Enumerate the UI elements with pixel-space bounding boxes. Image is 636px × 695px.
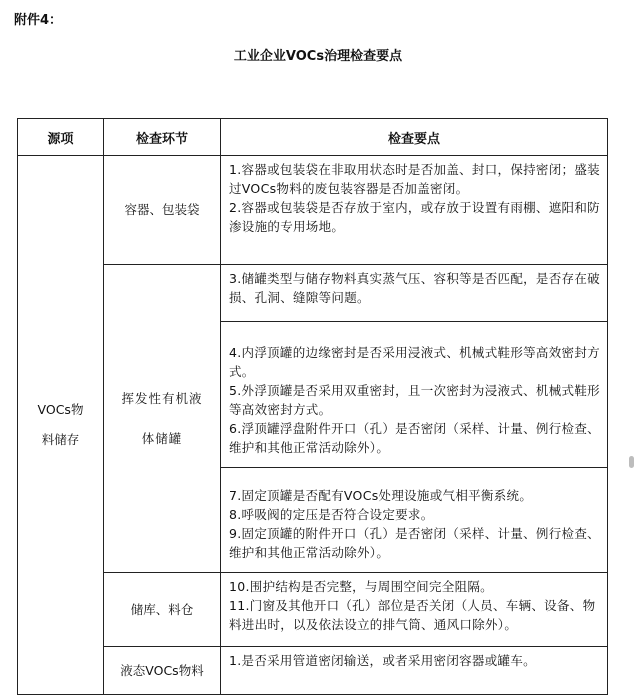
point-item: 10.围护结构是否完整，与周围空间完全阻隔。 [229, 579, 493, 594]
attachment-label: 附件4： [14, 13, 63, 28]
point-item: 8.呼吸阀的定压是否符合设定要求。 [229, 507, 434, 522]
points-cell [221, 156, 608, 265]
table-row [18, 156, 608, 265]
document-title: 工业企业VOCs治理检查要点 [233, 49, 403, 64]
table-header-row [18, 119, 608, 156]
table-row [18, 647, 608, 695]
inspection-table [17, 118, 608, 695]
point-item: 9.固定顶罐的附件开口（孔）是否密闭（采样、计量、例行检查、维护和其他正常活动除外）。 [229, 526, 600, 560]
points-cell [221, 265, 608, 322]
link-liquid-materials: 液态VOCs物料 [104, 647, 221, 695]
source-cell [18, 156, 104, 695]
points-cell [221, 322, 608, 468]
table-row [18, 573, 608, 647]
point-item: 5.外浮顶罐是否采用双重密封，且一次密封为浸液式、机械式鞋形等高效密封方式。 [229, 382, 600, 417]
link-liquid-tanks [104, 265, 221, 573]
points-cell [221, 468, 608, 573]
point-item: 11.门窗及其他开口（孔）部位是否关闭（人员、车辆、设备、物料进出时，以及依法设立的排气筒、通风口除外）。 [229, 598, 596, 632]
point-item: 3.储罐类型与储存物料真实蒸气压、容积等是否匹配，是否存在破损、孔洞、缝隙等问题。 [229, 271, 600, 305]
points-cell [221, 573, 608, 647]
point-item: 7.固定顶罐是否配有VOCs处理设施或气相平衡系统。 [229, 488, 533, 503]
source-label: VOCs物料储存 [37, 402, 84, 447]
header-points: 检查要点 [221, 119, 608, 156]
points-cell [221, 647, 608, 695]
header-link: 检查环节 [104, 119, 221, 156]
table-row [18, 265, 608, 322]
header-source: 源项 [18, 119, 104, 156]
point-item: 6.浮顶罐浮盘附件开口（孔）是否密闭（采样、计量、例行检查、维护和其他正常活动除外）。 [229, 420, 600, 455]
scrollbar-thumb[interactable] [629, 456, 634, 468]
link-containers: 容器、包装袋 [104, 156, 221, 265]
point-item: 2.容器或包装袋是否存放于室内，或存放于设置有雨棚、遮阳和防渗设施的专用场地。 [229, 200, 600, 234]
point-item: 4.内浮顶罐的边缘密封是否采用浸液式、机械式鞋形等高效密封方式。 [229, 344, 600, 379]
point-item: 1.是否采用管道密闭输送，或者采用密闭容器或罐车。 [229, 653, 536, 668]
link-warehouse: 储库、料仓 [104, 573, 221, 647]
link-liquid-tanks-label: 挥发性有机液体储罐 [121, 390, 203, 446]
point-item: 1.容器或包装袋在非取用状态时是否加盖、封口，保持密闭；盛装过VOCs物料的废包装容器是否加盖密闭。 [229, 162, 600, 196]
